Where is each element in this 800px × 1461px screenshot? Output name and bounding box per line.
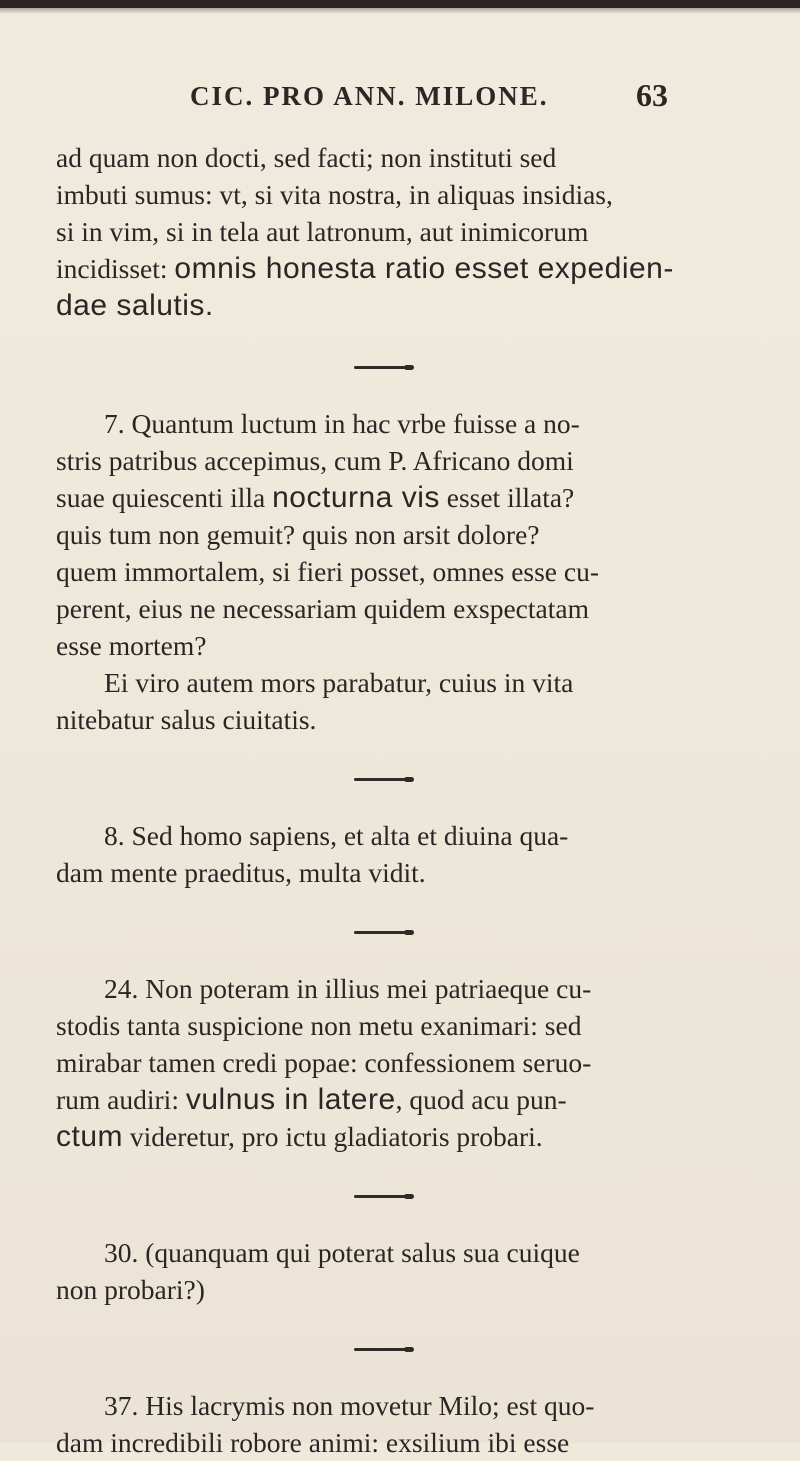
section-divider (354, 366, 410, 369)
text-line: perent, eius ne necessariam quidem exspectatam (56, 593, 589, 624)
emphasis-run: ctum (56, 1120, 124, 1153)
text-line: si in vim, si in tela aut latronum, aut inimicorum (56, 216, 589, 247)
text-line (56, 287, 708, 324)
page-header (190, 77, 668, 121)
page-top-edge (0, 0, 800, 8)
paragraph-37 (56, 1387, 708, 1461)
text-line: non probari?) (56, 1274, 205, 1305)
text-line: quem immortalem, si fieri posset, omnes esse cu- (56, 556, 600, 587)
section-divider (354, 1348, 410, 1351)
text-line (56, 479, 708, 516)
text-line: 8. Sed homo sapiens, et alta et diuina qua- (104, 820, 569, 851)
text-line: dam mente praeditus, multa vidit. (56, 857, 426, 888)
paragraph-1 (56, 139, 708, 324)
text-run: , quod acu pun- (395, 1084, 567, 1115)
emphasis-run: nocturna vis (272, 481, 440, 514)
paragraph-7 (56, 405, 708, 738)
text-line: stodis tanta suspicione non metu exanimari: sed (56, 1010, 582, 1041)
text-line: dam incredibili robore animi: exsilium ibi esse (56, 1427, 570, 1458)
section-divider (354, 931, 410, 934)
text-run: videretur, pro ictu gladiatoris probari. (123, 1121, 543, 1152)
text-run: esset illata? (439, 482, 575, 513)
text-line: imbuti sumus: vt, si vita nostra, in aliquas insidias, (56, 179, 613, 210)
text-line: stris patribus accepimus, cum P. Africano domi (56, 445, 574, 476)
text-line (56, 1081, 708, 1118)
emphasis-run: vulnus in latere (185, 1083, 396, 1116)
paragraph-30 (56, 1234, 708, 1308)
text-line: quis tum non gemuit? quis non arsit dolore? (56, 519, 540, 550)
paragraph-8 (56, 817, 708, 891)
emphasis-run: dae salutis. (56, 289, 214, 322)
text-line: 24. Non poteram in illius mei patriaeque cu- (104, 973, 592, 1004)
running-head: CIC. PRO ANN. MILONE. (190, 81, 549, 111)
page-number: 63 (636, 77, 668, 113)
text-line: 37. His lacrymis non movetur Milo; est quo- (104, 1390, 595, 1421)
page-top-shadow (0, 8, 800, 14)
section-divider (354, 778, 410, 781)
text-line (56, 1118, 708, 1155)
text-run: incidisset: (56, 253, 175, 284)
text-line: Ei viro autem mors parabatur, cuius in vita (104, 667, 574, 698)
text-line (56, 250, 708, 287)
text-line: esse mortem? (56, 630, 207, 661)
text-line: ad quam non docti, sed facti; non instituti sed (56, 142, 557, 173)
section-divider (354, 1195, 410, 1198)
text-block (56, 139, 708, 1461)
text-run: rum audiri: (56, 1084, 186, 1115)
text-line: 30. (quanquam qui poterat salus sua cuique (104, 1237, 580, 1268)
paragraph-24 (56, 970, 708, 1155)
text-line: 7. Quantum luctum in hac vrbe fuisse a no- (104, 408, 580, 439)
text-run: suae quiescenti illa (56, 482, 273, 513)
emphasis-run: omnis honesta ratio esset expedien- (174, 252, 674, 285)
text-line: mirabar tamen credi popae: confessionem seruo- (56, 1047, 592, 1078)
text-line: nitebatur salus ciuitatis. (56, 704, 317, 735)
